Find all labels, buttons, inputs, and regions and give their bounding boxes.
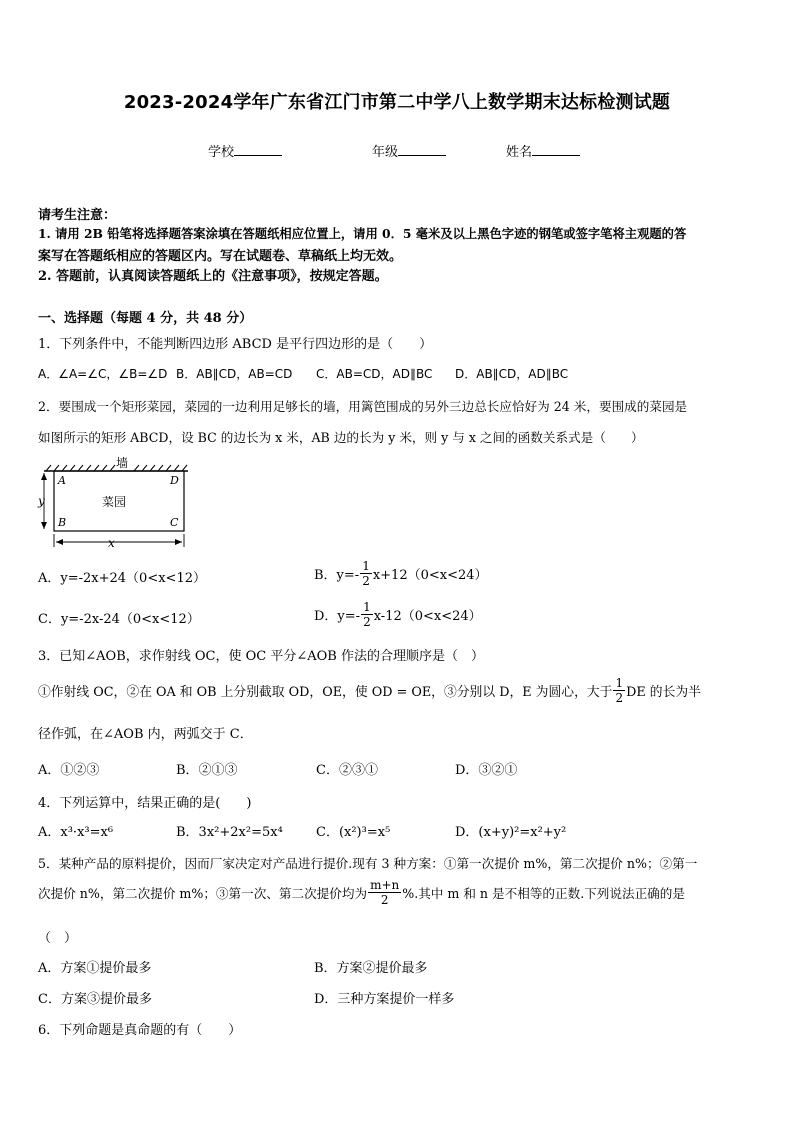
name-blank bbox=[532, 143, 580, 156]
q3-line-1 bbox=[38, 676, 701, 705]
q1-stem: 1．下列条件中，不能判断四边形 ABCD 是平行四边形的是（ ） bbox=[38, 337, 433, 352]
q5-option-b: B．方案②提价最多 bbox=[314, 961, 428, 976]
school-label: 学校 bbox=[208, 145, 235, 160]
x-arrow-left bbox=[56, 539, 63, 545]
y-arrow-up bbox=[41, 473, 47, 480]
q2-d-fraction bbox=[361, 600, 373, 629]
q4-stem: 4．下列运算中，结果正确的是( ) bbox=[38, 796, 252, 811]
q2-line-2: 如图所示的矩形 ABCD，设 BC 的边长为 x 米，AB 边的长为 y 米，则 y 与 x 之间的函数关系式是（ ） bbox=[38, 430, 644, 445]
q2-option-b bbox=[314, 559, 488, 588]
q5-option-a: A．方案①提价最多 bbox=[38, 961, 152, 976]
q3-line-1-pre: ①作射线 OC，②在 OA 和 OB 上分别截取 OD，OE，使 OD = OE，③分别以 D，E 为圆心，大于 bbox=[38, 685, 613, 700]
q5-line-2-pre: 次提价 n%，第二次提价 m%；③第一次、第二次提价均为 bbox=[38, 886, 368, 901]
q2-option-c: C．y=-2x-24（0<x<12） bbox=[38, 612, 200, 627]
q2-b-den: 2 bbox=[362, 574, 370, 588]
q2-b-fraction bbox=[360, 559, 372, 588]
q2-option-a: A．y=-2x+24（0<x<12） bbox=[38, 571, 206, 586]
q5-line-2 bbox=[38, 878, 685, 907]
page-title: 2023-2024学年广东省江门市第二中学八上数学期末达标检测试题 bbox=[123, 92, 671, 113]
q2-b-prefix: B．y=- bbox=[314, 568, 360, 583]
school-blank bbox=[234, 143, 282, 156]
q2-d-prefix: D．y=- bbox=[314, 609, 361, 624]
q3-fraction bbox=[613, 676, 625, 705]
q3-stem: 3．已知∠AOB，求作射线 OC，使 OC 平分∠AOB 作法的合理顺序是（ ） bbox=[38, 649, 484, 664]
y-arrow-down bbox=[41, 522, 47, 529]
q2-d-num: 1 bbox=[363, 600, 371, 614]
q5-fraction bbox=[368, 878, 401, 907]
garden-label: 菜园 bbox=[102, 495, 127, 509]
name-field bbox=[506, 141, 580, 160]
q5-option-c: C．方案③提价最多 bbox=[38, 992, 152, 1007]
notice-line-2: 2. 答题前，认真阅读答题纸上的《注意事项》，按规定答题。 bbox=[38, 269, 388, 284]
q5-line-2-post: %.其中 m 和 n 是不相等的正数.下列说法正确的是 bbox=[402, 886, 685, 901]
school-field bbox=[208, 141, 282, 160]
name-label: 姓名 bbox=[506, 145, 533, 160]
notice-line-1a: 1. 请用 2B 铅笔将选择题答案涂填在答题纸相应位置上，请用 0．5 毫米及以上黑色字迹的钢笔或签字笔将主观题的答 bbox=[38, 226, 687, 241]
q5-line-1: 5．某种产品的原料提价，因而厂家决定对产品进行提价.现有 3 种方案：①第一次提价 m%，第二次提价 n%；②第一 bbox=[38, 856, 698, 871]
vertex-c: C bbox=[170, 516, 179, 529]
q3-line-1-post: DE 的长为半 bbox=[626, 685, 701, 700]
q3-option-d: D．③②① bbox=[455, 763, 518, 778]
q3-frac-num: 1 bbox=[615, 676, 624, 690]
q4-option-b: B．3x²+2x²=5x⁴ bbox=[176, 825, 283, 840]
q5-frac-den: 2 bbox=[380, 893, 389, 907]
section-heading: 一、选择题（每题 4 分，共 48 分） bbox=[38, 311, 253, 326]
q2-b-suffix: x+12（0<x<24） bbox=[372, 568, 488, 583]
q6-stem: 6．下列命题是真命题的有（ ） bbox=[38, 1023, 242, 1038]
q1-option-a: A．∠A=∠C，∠B=∠D bbox=[38, 367, 168, 381]
q4-option-d: D．(x+y)²=x²+y² bbox=[455, 825, 567, 840]
grade-blank bbox=[398, 143, 446, 156]
notice-heading: 请考生注意： bbox=[38, 208, 117, 223]
wall-label: 墙 bbox=[116, 456, 129, 470]
q4-option-a: A．x³·x³=x⁶ bbox=[38, 825, 114, 840]
q1-option-b: B．AB∥CD，AB=CD bbox=[176, 367, 293, 381]
q5-line-3: （ ） bbox=[38, 931, 78, 946]
q3-option-c: C．②③① bbox=[316, 763, 378, 778]
q3-option-b: B．②①③ bbox=[176, 763, 238, 778]
x-arrow-right bbox=[175, 539, 182, 545]
q1-option-d: D．AB∥CD，AD∥BC bbox=[455, 367, 569, 381]
q3-line-2: 径作弧，在∠AOB 内，两弧交于 C． bbox=[38, 727, 253, 742]
vertex-a: A bbox=[58, 474, 66, 487]
q4-option-c: C．(x²)³=x⁵ bbox=[316, 825, 391, 840]
q5-frac-num: m+n bbox=[370, 878, 400, 892]
q5-option-d: D．三种方案提价一样多 bbox=[314, 992, 455, 1007]
q2-line-1: 2．要围成一个矩形菜园，菜园的一边利用足够长的墙，用篱笆围成的另外三边总长应恰好为 24 米，要围成的菜园是 bbox=[38, 399, 688, 414]
grade-label: 年级 bbox=[372, 145, 399, 160]
q1-option-c: C．AB=CD，AD∥BC bbox=[316, 367, 433, 381]
grade-field bbox=[372, 141, 446, 160]
x-label: x bbox=[108, 536, 115, 550]
vertex-b: B bbox=[58, 516, 67, 529]
garden-diagram bbox=[36, 455, 196, 551]
q2-d-den: 2 bbox=[363, 615, 371, 629]
q3-frac-den: 2 bbox=[615, 691, 624, 705]
notice-line-1b: 案写在答题纸相应的答题区内。写在试题卷、草稿纸上均无效。 bbox=[38, 249, 403, 264]
y-label: y bbox=[38, 494, 45, 508]
q2-b-num: 1 bbox=[362, 559, 370, 573]
q2-option-d bbox=[314, 600, 482, 629]
q3-option-a: A．①②③ bbox=[38, 763, 100, 778]
q2-d-suffix: x-12（0<x<24） bbox=[373, 609, 482, 624]
vertex-d: D bbox=[170, 474, 179, 487]
